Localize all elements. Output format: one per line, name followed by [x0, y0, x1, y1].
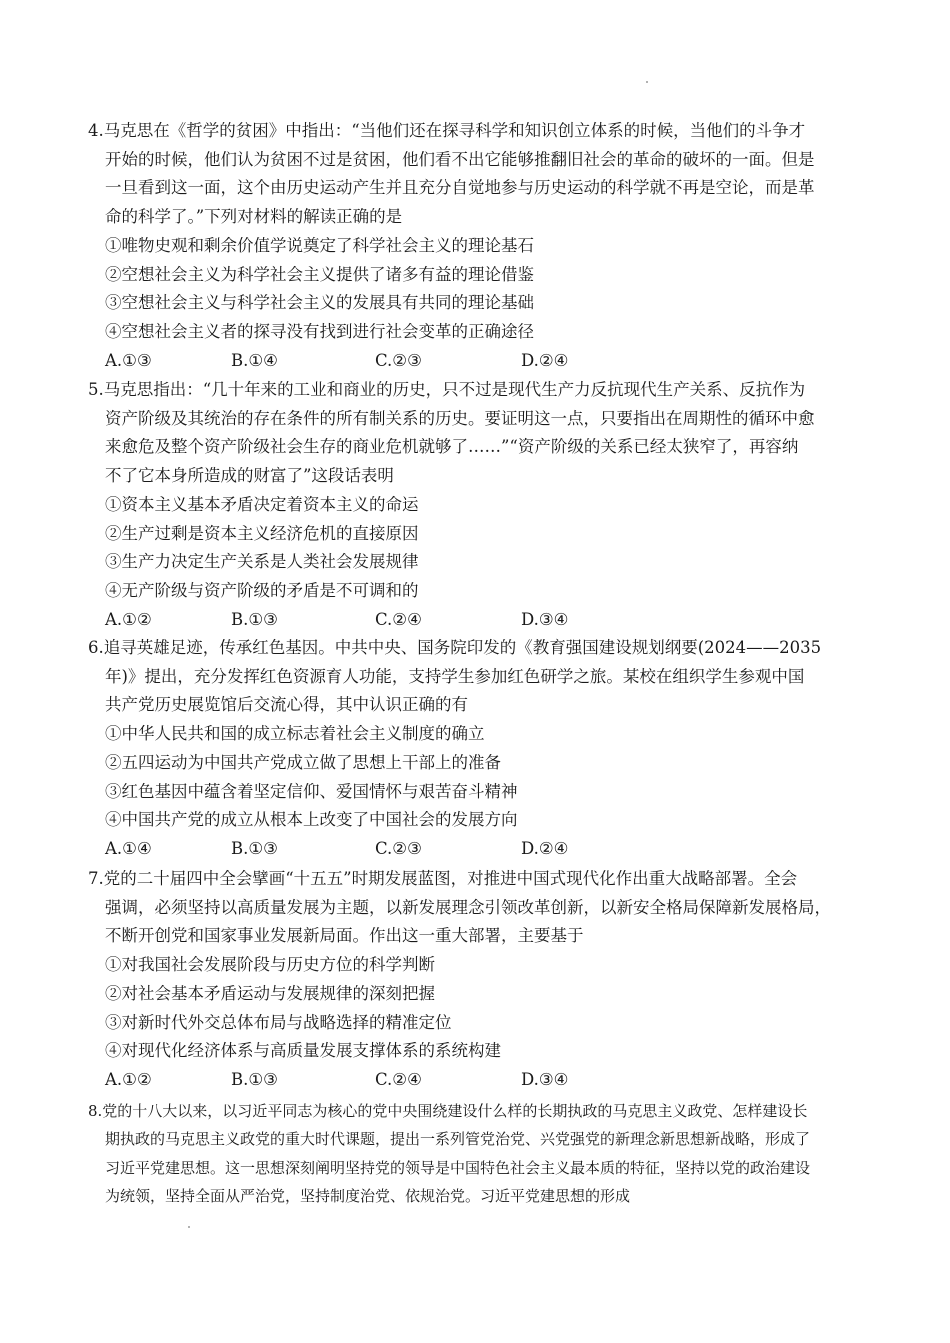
scan-dot	[646, 81, 648, 83]
question-7-statement-2: ②对社会基本矛盾运动与发展规律的深刻把握	[105, 983, 435, 1003]
question-5	[88, 376, 888, 634]
choice-b[interactable]: B.①③	[231, 838, 278, 858]
question-4-statement-1: ①唯物史观和剩余价值学说奠定了科学社会主义的理论基石	[105, 235, 534, 255]
question-4-stem-line-3: 一旦看到这一面，这个由历史运动产生并且充分自觉地参与历史运动的科学就不再是空论，而是革	[105, 178, 815, 198]
question-5-statement-2: ②生产过剩是资本主义经济危机的直接原因	[105, 523, 419, 543]
question-5-stem-line-3: 来愈危及整个资产阶级社会生存的商业危机就够了……”“资产阶级的关系已经太狭窄了，再容纳	[105, 437, 799, 457]
question-5-statement-3: ③生产力决定生产关系是人类社会发展规律	[105, 552, 419, 572]
choice-d[interactable]: D.②④	[521, 838, 569, 858]
question-4-statement-3: ③空想社会主义与科学社会主义的发展具有共同的理论基础	[105, 293, 534, 313]
choice-a[interactable]: A.①②	[105, 609, 152, 629]
question-8-stem-line-2: 期执政的马克思主义政党的重大时代课题，提出一系列管党治党、兴党强党的新理念新思想新战略，形成了	[105, 1130, 811, 1149]
question-4-stem-line-1: 4.马克思在《哲学的贫困》中指出：“当他们还在探寻科学和知识创立体系的时候，当他们的斗争才	[88, 121, 806, 140]
choice-d[interactable]: D.②④	[521, 350, 569, 370]
choice-a[interactable]: A.①②	[105, 1069, 152, 1089]
scan-dot	[188, 1226, 190, 1228]
question-4	[88, 117, 888, 375]
question-4-statement-4: ④空想社会主义者的探寻没有找到进行社会变革的正确途径	[105, 321, 534, 341]
question-7-stem-line-1: 7.党的二十届四中全会擘画“十五五”时期发展蓝图，对推进中国式现代化作出重大战略部署。全会	[88, 869, 798, 888]
question-4-choices	[88, 347, 888, 376]
question-5-stem-line-4: 不了它本身所造成的财富了”这段话表明	[105, 466, 394, 486]
question-5-statement-4: ④无产阶级与资产阶级的矛盾是不可调和的	[105, 580, 419, 600]
choice-a[interactable]: A.①③	[105, 350, 152, 370]
question-5-statement-1: ①资本主义基本矛盾决定着资本主义的命运	[105, 494, 419, 514]
choice-c[interactable]: C.②④	[375, 1069, 422, 1089]
question-8-stem-line-4: 为统领，坚持全面从严治党，坚持制度治党、依规治党。习近平党建思想的形成	[105, 1187, 631, 1206]
question-7-stem-line-3: 不断开创党和国家事业发展新局面。作出这一重大部署，主要基于	[105, 926, 584, 946]
choice-a[interactable]: A.①④	[105, 838, 152, 858]
question-4-statement-2: ②空想社会主义为科学社会主义提供了诸多有益的理论借鉴	[105, 264, 534, 284]
choice-b[interactable]: B.①④	[231, 350, 278, 370]
question-7-statement-1: ①对我国社会发展阶段与历史方位的科学判断	[105, 955, 435, 975]
question-6-stem-line-2: 年)》提出，充分发挥红色资源育人功能，支持学生参加红色研学之旅。某校在组织学生参观中国	[105, 666, 805, 686]
choice-b[interactable]: B.①③	[231, 1069, 278, 1089]
question-4-stem-line-4: 命的科学了。”下列对材料的解读正确的是	[105, 207, 403, 227]
question-8-stem-line-3: 习近平党建思想。这一思想深刻阐明坚持党的领导是中国特色社会主义最本质的特征，坚持以党的政治建设	[105, 1158, 811, 1177]
question-7-stem-line-2: 强调，必须坚持以高质量发展为主题，以新发展理念引领改革创新，以新安全格局保障新发展格局，	[105, 897, 831, 917]
choice-d[interactable]: D.③④	[521, 609, 569, 629]
choice-c[interactable]: C.②④	[375, 609, 422, 629]
question-6	[88, 634, 888, 864]
question-7	[88, 865, 888, 1095]
question-7-choices	[88, 1066, 888, 1095]
choice-d[interactable]: D.③④	[521, 1069, 569, 1089]
question-6-choices	[88, 835, 888, 864]
question-6-statement-3: ③红色基因中蕴含着坚定信仰、爱国情怀与艰苦奋斗精神	[105, 781, 518, 801]
question-8-stem-line-1: 8.党的十八大以来，以习近平同志为核心的党中央围绕建设什么样的长期执政的马克思主义政党、怎样建设长	[88, 1102, 808, 1120]
question-5-choices	[88, 606, 888, 635]
choice-c[interactable]: C.②③	[375, 838, 422, 858]
question-6-statement-2: ②五四运动为中国共产党成立做了思想上干部上的准备	[105, 752, 501, 772]
question-4-stem-line-2: 开始的时候，他们认为贫困不过是贫困，他们看不出它能够推翻旧社会的革命的破坏的一面。但是	[105, 149, 815, 169]
question-6-statement-1: ①中华人民共和国的成立标志着社会主义制度的确立	[105, 724, 485, 744]
choice-c[interactable]: C.②③	[375, 350, 422, 370]
question-7-statement-4: ④对现代化经济体系与高质量发展支撑体系的系统构建	[105, 1041, 501, 1061]
choice-b[interactable]: B.①③	[231, 609, 278, 629]
question-6-stem-line-3: 共产党历史展览馆后交流心得，其中认识正确的有	[105, 695, 468, 715]
question-7-statement-3: ③对新时代外交总体布局与战略选择的精准定位	[105, 1012, 452, 1032]
question-8	[88, 1097, 888, 1211]
question-6-stem-line-1: 6.追寻英雄足迹，传承红色基因。中共中央、国务院印发的《教育强国建设规划纲要(2024——2035	[88, 638, 822, 657]
question-6-statement-4: ④中国共产党的成立从根本上改变了中国社会的发展方向	[105, 810, 518, 830]
question-5-stem-line-1: 5.马克思指出：“几十年来的工业和商业的历史，只不过是现代生产力反抗现代生产关系、反抗作为	[88, 380, 806, 399]
question-5-stem-line-2: 资产阶级及其统治的存在条件的所有制关系的历史。要证明这一点，只要指出在周期性的循环中愈	[105, 408, 815, 428]
